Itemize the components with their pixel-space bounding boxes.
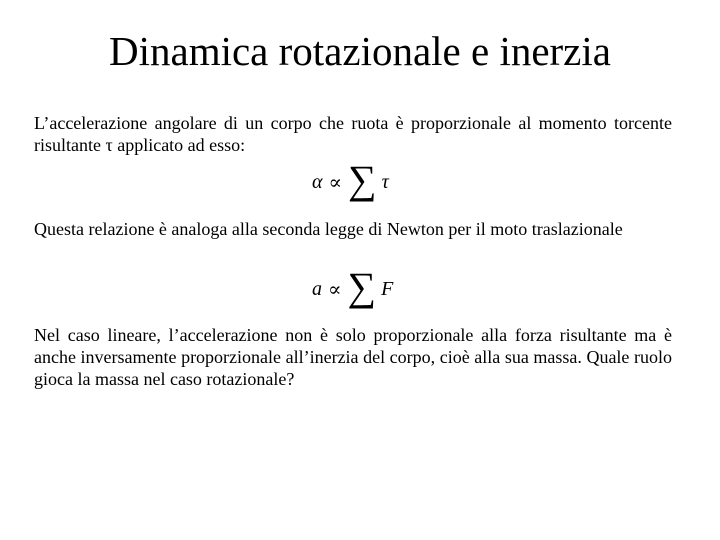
formula-f: F bbox=[381, 277, 394, 300]
paragraph-angular-acceleration: L’accelerazione angolare di un corpo che ruota è proporzionale al momento torcente risultante τ applicato ad esso: bbox=[34, 113, 672, 155]
formula-rotational bbox=[312, 157, 389, 204]
paragraph-mass-question: Nel caso lineare, l’accelerazione non è solo proporzionale alla forza risultante ma è anche inversamente proporzionale all’inerzia del corpo, cioè alla sua massa. Quale ruolo gioca la massa nel caso rotazionale? bbox=[34, 325, 672, 389]
paragraph-newton-analogy: Questa relazione è analoga alla seconda legge di Newton per il moto traslazionale bbox=[34, 219, 623, 239]
formula-linear bbox=[312, 264, 394, 311]
formula-tau: τ bbox=[381, 170, 389, 193]
summation-symbol: ∑ bbox=[348, 157, 377, 202]
slide-title: Dinamica rotazionale e inerzia bbox=[109, 28, 611, 74]
proportional-symbol: ∝ bbox=[328, 278, 342, 301]
proportional-symbol: ∝ bbox=[328, 171, 343, 194]
formula-a: a bbox=[312, 277, 322, 300]
formula-alpha: α bbox=[312, 170, 323, 193]
summation-symbol: ∑ bbox=[347, 264, 377, 309]
